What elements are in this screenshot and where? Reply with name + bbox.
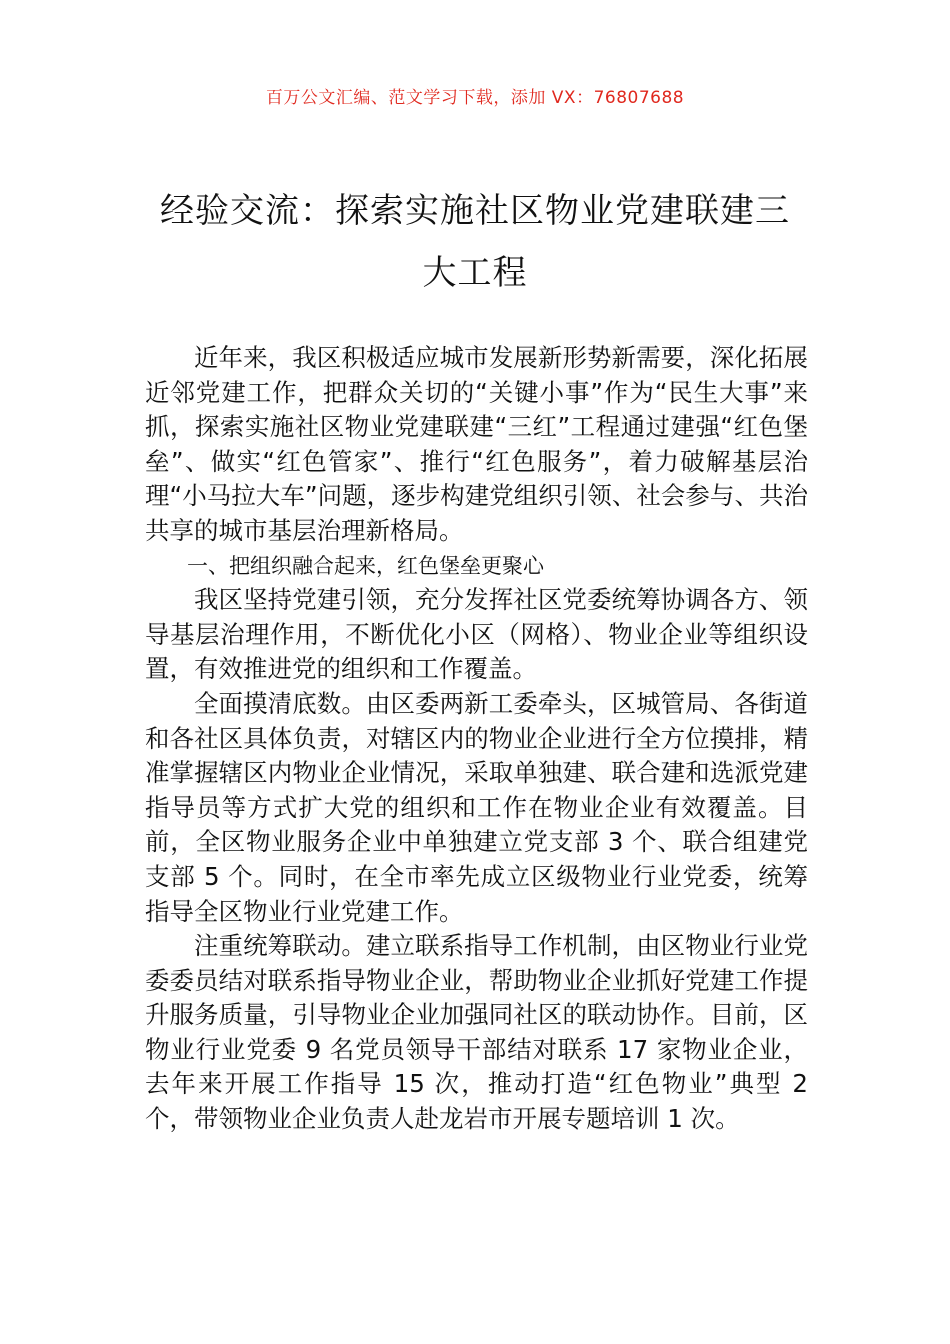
section-heading-1: 一、把组织融合起来，红色堡垒更聚心 (187, 553, 544, 578)
document-title: 经验交流：探索实施社区物业党建联建三大工程 (160, 191, 790, 293)
body-paragraph: 全面摸清底数。由区委两新工委牵头，区城管局、各街道和各社区具体负责，对辖区内的物业企业进行全方位摸排，精准掌握辖区内物业企业情况，采取单独建、联合建和选派党建指导员等方式扩大党的组织和工作在物业企业有效覆盖。目前，全区物业服务企业中单独建立党支部 3 个、联合组建党支部 5 个。同时，在全市率先成立区级物业行业党委，统筹指导全区物业行业党建工作。 (145, 688, 808, 926)
document-body (145, 341, 808, 1137)
body-paragraph: 我区坚持党建引领，充分发挥社区党委统筹协调各方、领导基层治理作用，不断优化小区（网格）、物业企业等组织设置，有效推进党的组织和工作覆盖。 (145, 585, 808, 684)
intro-paragraph: 近年来，我区积极适应城市发展新形势新需要，深化拓展近邻党建工作，把群众关切的“关键小事”作为“民生大事”来抓，探索实施社区物业党建联建“三红”工程通过建强“红色堡垒”、做实“红色管家”、推行“红色服务”，着力破解基层治理“小马拉大车”问题，逐步构建党组织引领、社会参与、共治共享的城市基层治理新格局。 (145, 343, 808, 545)
promo-header-note: 百万公文汇编、范文学习下载，添加 VX：76807688 (265, 88, 685, 108)
body-paragraph: 注重统筹联动。建立联系指导工作机制，由区物业行业党委委员结对联系指导物业企业，帮助物业企业抓好党建工作提升服务质量，引导物业企业加强同社区的联动协作。目前，区物业行业党委 9 名党员领导干部结对联系 17 家物业企业，去年来开展工作指导 15 次，推动打造“红色物业”典型 2 个，带领物业企业负责人赴龙岩市开展专题培训 1 次。 (145, 931, 808, 1134)
